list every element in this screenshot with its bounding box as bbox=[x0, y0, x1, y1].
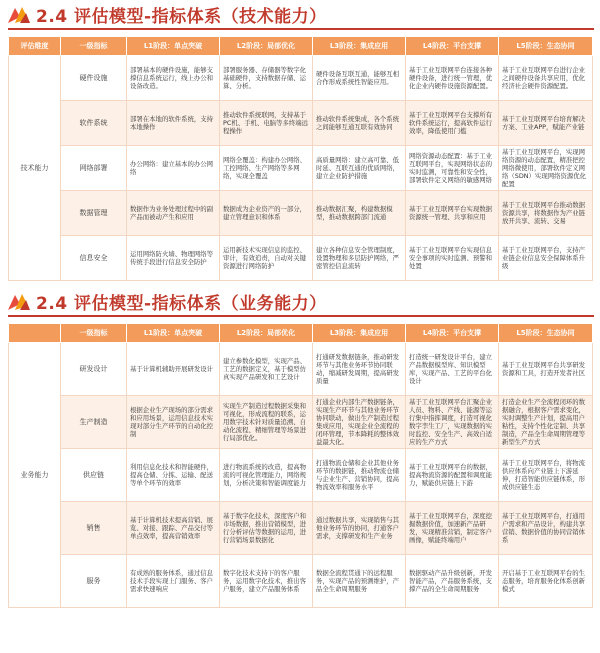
stage-cell-l3: 建立各种信息安全管理制度，设置物理和多层防护网络，严密管控信息流转 bbox=[313, 236, 406, 281]
dimension-cell: 技术能力 bbox=[9, 56, 61, 281]
header-l2: L2阶段：局部优化 bbox=[220, 324, 313, 343]
table-row bbox=[9, 502, 593, 555]
stage-cell-l2: 数据成为企业资产的一部分，建立管理意识和体系 bbox=[220, 191, 313, 236]
stage-cell-l1: 有成熟的服务体系，通过信息技术手段实现上门服务、客户需求快速响应 bbox=[127, 555, 220, 608]
stage-cell-l2: 推动软件系统联网，支持基于PC机、手机、电脑等多终端远程操作 bbox=[220, 101, 313, 146]
dimension-cell: 业务能力 bbox=[9, 343, 61, 608]
stage-cell-l5: 基于工业互联网平台推动数据资源共享，将数据作为产业链放开共享、流转、交易 bbox=[499, 191, 593, 236]
stage-cell-l2: 建立参数化模型，实现产品、工艺的数据定义，基于模型仿真实现产品研发和工艺设计 bbox=[220, 343, 313, 396]
header-l3: L3阶段：集成应用 bbox=[313, 324, 406, 343]
stage-cell-l3: 通过数据共享，实现销售与其他业务环节的协同，打通客户需求，支撑研发和生产业务 bbox=[313, 502, 406, 555]
stage-cell-l1: 部署在本地的软件系统，支持本地操作 bbox=[127, 101, 220, 146]
stage-cell-l1: 运用网络防火墙、物理网络等传统手段进行信息安全防护 bbox=[127, 236, 220, 281]
header-l4: L4阶段：平台支撑 bbox=[406, 324, 499, 343]
stage-cell-l3: 数据全流程贯通下的远程服务，实现产品的预测维护，产品全生命周期服务 bbox=[313, 555, 406, 608]
stage-cell-l4: 基于工业互联网平台连接各种硬件设备，进行统一管理，优化企业内硬件设施资源配置。 bbox=[406, 56, 499, 101]
indicator-cell: 销售 bbox=[61, 502, 127, 555]
indicator-cell: 数据管理 bbox=[61, 191, 127, 236]
stage-cell-l4: 打造统一研发设计平台，建立产品数据模型库、知识模型库，实现产品、工艺的平台化设计 bbox=[406, 343, 499, 396]
header-dimension bbox=[9, 324, 61, 343]
header-indicator: 一级指标 bbox=[61, 324, 127, 343]
stage-cell-l4: 基于工业互联网平台，深度挖掘数据价值，加速新产品研发，实现精准营销，制定客户画像，赋能终端用户 bbox=[406, 502, 499, 555]
header-l5: L5阶段：生态协同 bbox=[499, 37, 593, 56]
indicator-cell: 软件系统 bbox=[61, 101, 127, 146]
indicator-cell: 研发设计 bbox=[61, 343, 127, 396]
indicator-cell: 硬件设施 bbox=[61, 56, 127, 101]
stage-cell-l4: 基于工业互联网平台汇聚企业人员、物料、产线、能源等运行集中指挥调度，打造可视化数字孪生工厂，实现数据的实时监控、安全生产、高效自适应的生产方式 bbox=[406, 396, 499, 449]
header-l5: L5阶段：生态协同 bbox=[499, 324, 593, 343]
indicator-table-business bbox=[8, 323, 593, 608]
stage-cell-l1: 数据作为业务处理过程中的副产品而被动产生和应用 bbox=[127, 191, 220, 236]
stage-cell-l2: 数字化技术支持下的客户服务，运用数字化技术，推出客户服务，建立产品服务体系 bbox=[220, 555, 313, 608]
stage-cell-l5: 基于工业互联网平台进行企业之间硬件设备共享应用，优化经济社会硬件资源配置。 bbox=[499, 56, 593, 101]
stage-cell-l1: 办公网络：建立基本的办公网络 bbox=[127, 146, 220, 191]
stage-cell-l4: 数据驱动产品升级创新，开发智能产品，产品服务系统，支撑产品的全生命周期服务 bbox=[406, 555, 499, 608]
page-title: 2.4 评估模型-指标体系（技术能力） bbox=[36, 6, 327, 27]
header-l3: L3阶段：集成应用 bbox=[313, 37, 406, 56]
table-row bbox=[9, 343, 593, 396]
stage-cell-l3: 打通研发数据链条，推动研发环节与其他业务环节协同联动，缩减研发周期，提高研发质量 bbox=[313, 343, 406, 396]
header-l1: L1阶段：单点突破 bbox=[127, 37, 220, 56]
stage-cell-l5: 基于工业互联网平台，打通用户需求和产品设计，构建共享营销、数据价值的协同营销体系 bbox=[499, 502, 593, 555]
table-row bbox=[9, 56, 593, 101]
header-dimension: 评估维度 bbox=[9, 37, 61, 56]
indicator-cell: 生产制造 bbox=[61, 396, 127, 449]
header-l4: L4阶段：平台支撑 bbox=[406, 37, 499, 56]
table-header-row bbox=[9, 37, 593, 56]
stage-cell-l4: 基于工业互联网平台的数据，提高物流资源的配置和调度能力，赋能供应链上下游 bbox=[406, 449, 499, 502]
stage-cell-l1: 部署基本的硬件设施，能够支撑信息系统运行，线上办公和设备改造。 bbox=[127, 56, 220, 101]
table-row bbox=[9, 146, 593, 191]
stage-cell-l3: 推动数据汇聚，构建数据模型，推动数据跨部门流通 bbox=[313, 191, 406, 236]
stage-cell-l4: 基于工业互联网平台实现信息安全事项的实时监测、预警和处置 bbox=[406, 236, 499, 281]
section-business bbox=[0, 287, 600, 608]
table-row bbox=[9, 555, 593, 608]
indicator-cell: 网络部署 bbox=[61, 146, 127, 191]
stage-cell-l2: 运用新技术实现信息的监控、审计，有效追责，自动对关键资源进行网络防护 bbox=[220, 236, 313, 281]
table-row bbox=[9, 191, 593, 236]
stage-cell-l5: 基于工业互联网平台共享研发资源和工具，打造开发者社区 bbox=[499, 343, 593, 396]
section-technical bbox=[0, 0, 600, 281]
header-indicator: 一级指标 bbox=[61, 37, 127, 56]
stage-cell-l2: 部署服务器、存储器等数字化基础硬件，支持数据存储、运算、分析。 bbox=[220, 56, 313, 101]
indicator-cell: 信息安全 bbox=[61, 236, 127, 281]
stage-cell-l1: 基于计算机技术提高营销、展览、对接、跟踪、产品交付等单点效率，提高营销效率 bbox=[127, 502, 220, 555]
header-l2: L2阶段：局部优化 bbox=[220, 37, 313, 56]
stage-cell-l5: 基于工业互联网平台，实现网络资源的动态配置，精准把控网络微使用，部署软件定义网络（SDN）实现网络资源优化配置 bbox=[499, 146, 593, 191]
stage-cell-l1: 利用信息化技术和智能硬件，提高仓储、分拣、运输、配送等单个环节的效率 bbox=[127, 449, 220, 502]
table-row bbox=[9, 101, 593, 146]
indicator-cell: 供应链 bbox=[61, 449, 127, 502]
stage-cell-l3: 硬件设备互联互通，能够互相合作形成系统性智能应用。 bbox=[313, 56, 406, 101]
table-row bbox=[9, 236, 593, 281]
brand-logo-icon bbox=[8, 292, 30, 310]
stage-cell-l5: 开启基于工业互联网平台的生态服务，培育服务化体系创新模式 bbox=[499, 555, 593, 608]
section-title-row bbox=[0, 287, 600, 315]
stage-cell-l4: 基于工业互联网平台支撑所有软件系统运行，提高软件运行效率，降低使用门槛 bbox=[406, 101, 499, 146]
stage-cell-l3: 打通企业内部生产数据链条，实现生产环节与其他业务环节协同联动，做出生产制造过程集成应用，实现企业全流程的闭环管理，节本降耗的整体效益最大化。 bbox=[313, 396, 406, 449]
stage-cell-l5: 基于工业互联网平台，支持产业链企业信息安全保障体系升级 bbox=[499, 236, 593, 281]
table-row bbox=[9, 449, 593, 502]
indicator-cell: 服务 bbox=[61, 555, 127, 608]
stage-cell-l3: 打通物流仓储和企业其他业务环节的数据链，推动物流仓储与企业生产、营销协同，提高物流效率和服务水平 bbox=[313, 449, 406, 502]
stage-cell-l5: 基于工业互联网平台，将物流供应体系向产业链上下游延伸，打造智能供应链体系，形成供应链生态 bbox=[499, 449, 593, 502]
stage-cell-l2: 进行物流系统的改造，提高物流的可视化管理能力，网络规划，分析决策和智能调度能力 bbox=[220, 449, 313, 502]
stage-cell-l4: 基于工业互联网平台实现数据资源统一管理、共享和应用 bbox=[406, 191, 499, 236]
brand-logo-icon bbox=[8, 5, 30, 23]
stage-cell-l5: 基于工业互联网平台培育解决方案、工业APP，赋能产业链 bbox=[499, 101, 593, 146]
stage-cell-l2: 基于数字化技术，深度客户和市场数据，推出营销模型，进行分析评估等数据的运用，进行营销场景数据化 bbox=[220, 502, 313, 555]
stage-cell-l3: 高质量网络：建立高可靠、低时延、互联互通的优质网络，建立企业防护措施 bbox=[313, 146, 406, 191]
stage-cell-l4: 网络资源动态配置：基于工业互联网平台，实现网络状态的实时监测，可靠性和安全性，部署软件定义网络的敏感网络 bbox=[406, 146, 499, 191]
title-divider bbox=[8, 315, 594, 317]
title-divider bbox=[8, 28, 594, 30]
stage-cell-l5: 打造企业生产全流程闭环的数据融合，根据客户需求变化，实时调整生产计划，提高用户粘性，支持个性化定制、共享制造，产品全生命周期管理等新型生产方式 bbox=[499, 396, 593, 449]
stage-cell-l2: 网络全覆盖：构建办公网络、工控网络、生产网络等多网络，实现全覆盖 bbox=[220, 146, 313, 191]
indicator-table-technical bbox=[8, 36, 593, 281]
stage-cell-l3: 推动软件系统集成，各个系统之间能够互通互联有效协同 bbox=[313, 101, 406, 146]
table-header-row bbox=[9, 324, 593, 343]
stage-cell-l1: 基于计算机辅助开展研发设计 bbox=[127, 343, 220, 396]
stage-cell-l2: 实现生产制造过程数据采集和可视化，形成流程的联系，运用数字技术针对质量追溯、自动化流程、精细管理等场景进行局部优化。 bbox=[220, 396, 313, 449]
table-row bbox=[9, 396, 593, 449]
section-title-row bbox=[0, 0, 600, 28]
page-title: 2.4 评估模型-指标体系（业务能力） bbox=[36, 293, 327, 314]
header-l1: L1阶段：单点突破 bbox=[127, 324, 220, 343]
stage-cell-l1: 根据企业生产现场的部分需求和应用场景，运用信息技术实现对部分生产环节的自动化控制 bbox=[127, 396, 220, 449]
